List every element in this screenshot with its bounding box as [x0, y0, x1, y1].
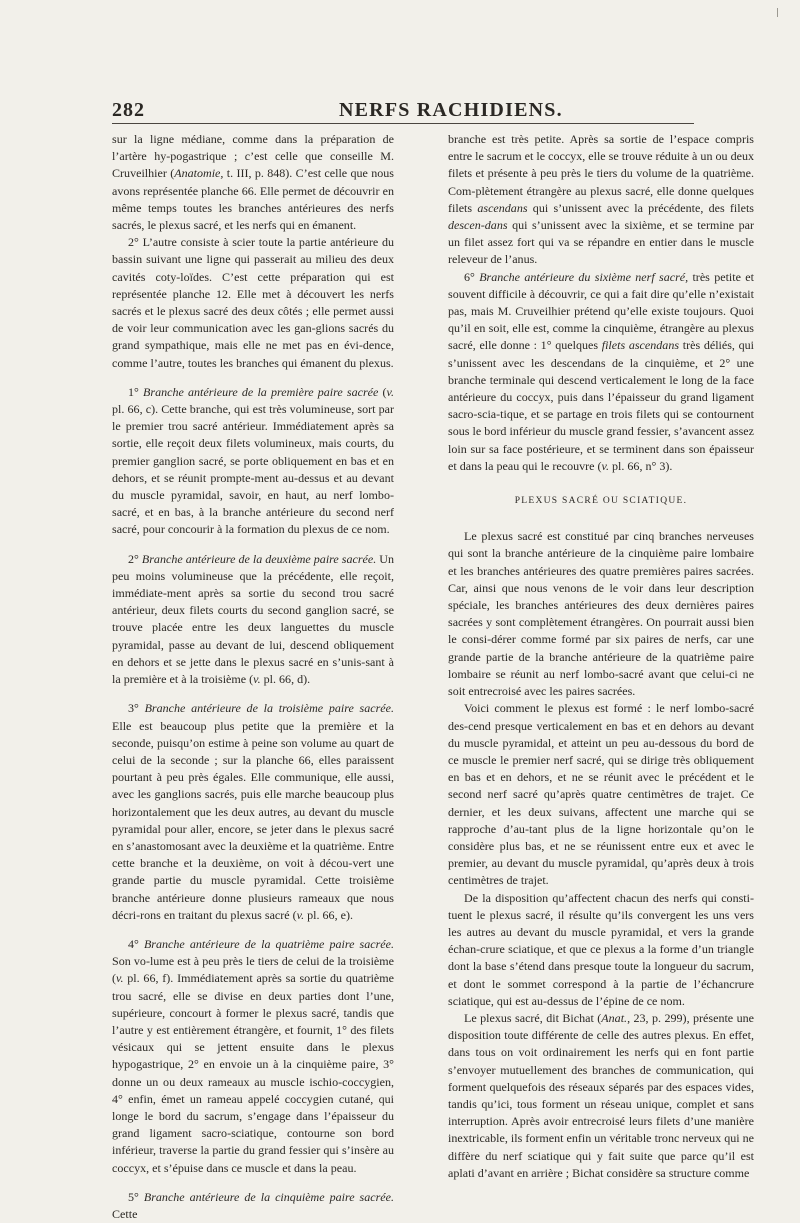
page-number: 282 [112, 99, 145, 121]
right-paragraph-4: Voici comment le plexus est formé : le nerf lombo-sacré des-cend presque verticalement en bas et en dehors au devant du muscle pyramidal, et atteint un peu au-dessous du bord de ce muscle le premier nerf sacré, qui se dirige très obliquement en bas et en dehors, et ne se réunit avec le précédent et le second nerf sacré qu’après quatre centimètres de trajet. Ce dernier, et les deux suivans, affectent une marche qui se rapproche d’au-tant plus de la ligne horizontale qu’on le considère plus bas, et ne se réunissent entre eux et avec le premier, au devant du muscle pyramidal, qu’après deux à trois centimètres de trajet. [448, 701, 754, 888]
left-paragraph-5: 3° Branche antérieure de la troisième paire sacrée. Elle est beaucoup plus petite que la première et la seconde, puisqu’on estime à peine son volume au quart de celui de la seconde ; sur la planche 66, elles paraissent pourtant à peu près égales. Elle communique, elle aussi, avec les ganglions sacrés, puis elle marche beaucoup plus horizontalement que les deux autres, au devant du muscle pyramidal pour aller, encore, se jeter dans le plexus sacré en s’anastomosant avec la deuxième et la quatrième. Entre cette branche et la deuxième, on voit à décou-vert une grande partie du muscle pyramidal. Cette troisième branche antérieure donne plusieurs rameaux que nous décri-rons en traitant du plexus sacré (v. pl. 66, e). [112, 701, 394, 922]
right-paragraph-6: Le plexus sacré, dit Bichat (Anat., 23, p. 299), présente une disposition toute différente de celle des autres plexus. En effet, dans tous on voit ordinairement les nerfs qui en font partie s’envoyer mutuellement des branches de communication, qui forment quelquefois des réseaux séparés par des espaces vides, tandis qu’ici, tous forment un réseau unique, complet et sans interruption. Après avoir entrecroisé leurs filets d’une manière inextricable, ils forment enfin un véritable tronc nerveux qui ne diffère du nerf sciatique qui y fait suite que parce qu’il est aplati d’avant en arrière ; Bichat considère sa structure comme [448, 1010, 754, 1180]
right-paragraph-1: branche est très petite. Après sa sortie de l’espace compris entre le sacrum et le coccyx, elle se trouve réduite à un ou deux filets et présente à peu près le tiers du volume de la quatrième. Com-plètement étrangère au plexus sacré, elle donne quelques filets ascendans qui s’unissent avec la précédente, des filets descen-dans qui s’unissent avec la sixième, et se termine par un filet assez fort qui va se répandre en entier dans le muscle releveur de l’anus. [448, 132, 754, 267]
left-paragraph-1: sur la ligne médiane, comme dans la préparation de l’artère hy-pogastrique ; c’est celle que conseille M. Cruveilhier (Anatomie, t. III, p. 848). C’est celle que nous avons représentée planche 66. Elle permet de découvrir en même temps toutes les branches antérieures des nerfs sacrés, le plexus sacré, et les nerfs qui en émanent. [112, 132, 394, 233]
header-rule [112, 123, 694, 124]
left-paragraph-6: 4° Branche antérieure de la quatrième paire sacrée. Son vo-lume est à peu près le tiers de celui de la troisième (v. pl. 66, f). Immédiatement après sa sortie du quatrième trou sacré, elle se divise en deux parties dont l’une, supérieure, concourt à former le plexus sacré, tandis que l’autre y est entièrement étrangère, et fournit, 1° des filets vésicaux qui se jettent ensuite dans le plexus hypogastrique, 2° en envoie un à la cinquième paire, 3° donne un ou deux rameaux au muscle ischio-coccygien, 4° enfin, émet un rameau appelé coccygien cutané, qui longe le bord du sacrum, s’engage dans l’épaisseur du grand ligament sacro-sciatique, contourne son bord inférieur, traverse la partie du grand fessier qui s’insère au coccyx, et s’épuise dans ce muscle et dans la peau. [112, 936, 395, 1175]
right-paragraph-3: Le plexus sacré est constitué par cinq branches nerveuses qui sont la branche antérieure de la cinquième paire lombaire et les branches antérieures des quatre premières paires sacrées. Car, ainsi que nous venons de le voir dans leur description spéciale, les branches antérieures des deux dernières paires sacrées y sont complètement étrangères. On pourrait aussi bien le consi-dérer comme formé par six paires de nerfs, car une grande partie de la branche antérieure de la quatrième paire lombaire se réunit au nerf lombo-sacré avant que celui-ci ne soit entrecroisé avec les paires sacrées. [448, 529, 754, 699]
running-head: NERFS RACHIDIENS. [339, 99, 563, 121]
right-paragraph-5: De la disposition qu’affectent chacun des nerfs qui consti-tuent le plexus sacré, il résulte qu’ils convergent les uns vers les autres au devant du muscle pyramidal, et vers la grande échan-crure sciatique, et que ce plexus a la forme d’un triangle dont la base s’étend dans presque toute la longueur du sacrum, et dont le sommet correspond à la partie de l’échancrure sciatique, qui est au-dessus de l’épine de ce nom. [448, 890, 754, 1008]
left-paragraph-4: 2° Branche antérieure de la deuxième paire sacrée. Un peu moins volumineuse que la précédente, elle reçoit, immédiate-ment après sa sortie du second trou sacré antérieur, deux filets courts du second ganglion sacré, se trouve placée entre les deux languettes du muscle pyramidal, passe au devant de lui, descend obliquement en dehors et se jette dans le plexus sacré en s’unis-sant à la première et à la troisième (v. pl. 66, d). [112, 551, 394, 687]
page-header [112, 99, 692, 125]
left-column [112, 131, 394, 1223]
left-paragraph-2: 2° L’autre consiste à scier toute la partie antérieure du bassin suivant une ligne qui passerait au milieu des deux cavités coty-loïdes. C’est cette préparation qui est représentée planche 12. Elle met à découvert les nerfs sacrés et le plexus sacré des deux côtés ; elle permet aussi de voir leur communication avec les gan-glions sacrés du grand sympathique, mais elle ne met pas en évi-dence, comme l’autre, toutes les branches qui émanent du plexus. [112, 235, 394, 370]
right-paragraph-2: 6° Branche antérieure du sixième nerf sacré, très petite et souvent difficile à découvrir, ce qui a fait dire qu’elle n’existait pas, mais M. Cruveilhier prétend qu’elle existe toujours. Quoi qu’il en soit, elle est, comme la cinquième, étrangère au plexus sacré, elle donne : 1° quelques filets ascendans très déliés, qui s’unissent avec les descendans de la cinquième, et 2° une branche terminale qui descend verticalement le long de la face antérieure du coccyx, puis dans l’épaisseur du grand ligament sacro-scia-tique, et se partage en trois filets qui se contournent sous le bord inférieur du muscle grand fessier, s’avancent assez loin sur sa face postérieure, et se terminent dans son épaisseur et dans la peau qui le recouvre (v. pl. 66, n° 3). [448, 269, 755, 473]
margin-mark [777, 8, 778, 17]
left-paragraph-3: 1° Branche antérieure de la première paire sacrée (v. pl. 66, c). Cette branche, qui est très volumineuse, sort par le premier trou sacré antérieur. Immédiatement après sa sortie, elle reçoit deux filets volumineux, mais courts, du premier ganglion sacré, se porte obliquement en bas et en dehors, et se réunit prompte-ment au-dessus et au devant du muscle pyramidal, savoir, en haut, au nerf lombo-sacré, et en bas, à la branche antérieure du second nerf sacré, pour concourir à la formation du plexus de ce nom. [112, 384, 394, 537]
right-column [448, 131, 754, 1182]
left-paragraph-7: 5° Branche antérieure de la cinquième paire sacrée. Cette [112, 1189, 395, 1221]
section-title: PLEXUS SACRÉ OU SCIATIQUE. [514, 496, 688, 507]
